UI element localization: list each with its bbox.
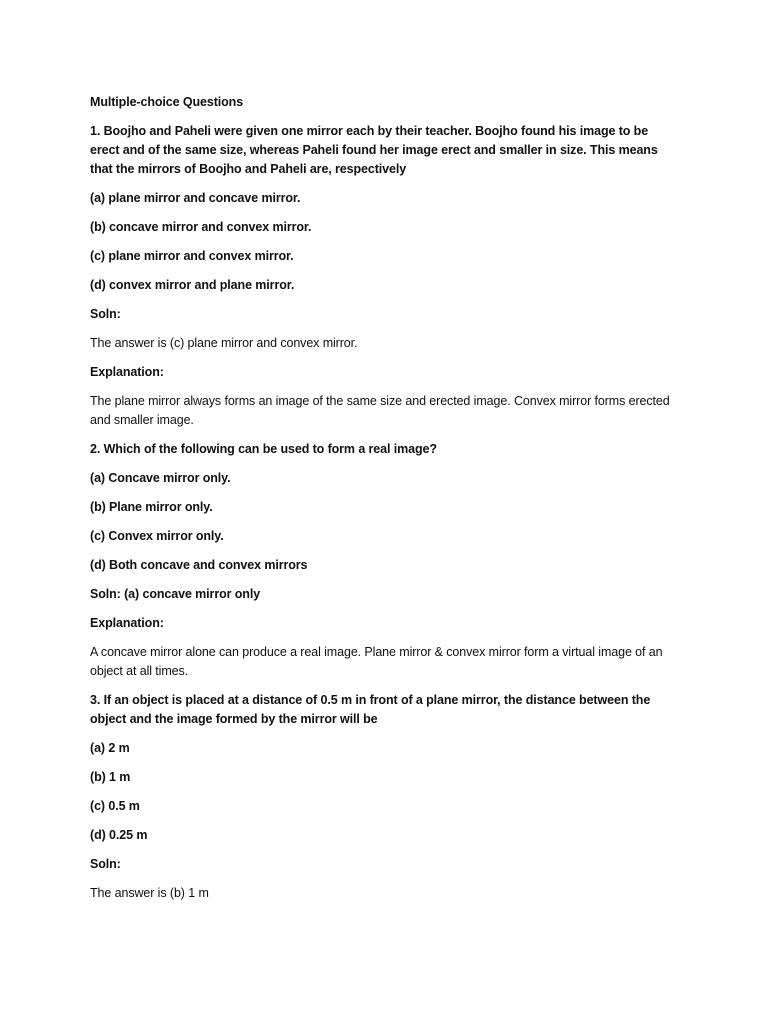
question-2-option-b: (b) Plane mirror only. [90, 500, 213, 514]
question-3-option-c: (c) 0.5 m [90, 799, 140, 813]
question-2-explanation-label: Explanation: [90, 616, 164, 630]
question-3-option-b: (b) 1 m [90, 770, 131, 784]
question-1-explanation: The plane mirror always forms an image of the same size and erected image. Convex mirror forms erected and smaller image. [90, 394, 670, 427]
question-3-answer: The answer is (b) 1 m [90, 886, 209, 900]
question-2-option-a: (a) Concave mirror only. [90, 471, 231, 485]
question-1-soln-label: Soln: [90, 307, 121, 321]
question-3-soln-label: Soln: [90, 857, 121, 871]
question-1-option-c: (c) plane mirror and convex mirror. [90, 249, 294, 263]
question-2-soln: Soln: (a) concave mirror only [90, 587, 261, 601]
question-3-option-a: (a) 2 m [90, 741, 130, 755]
question-2-option-c: (c) Convex mirror only. [90, 529, 224, 543]
question-1-explanation-label: Explanation: [90, 365, 164, 379]
section-heading: Multiple-choice Questions [90, 95, 244, 109]
question-2-text: 2. Which of the following can be used to form a real image? [90, 442, 437, 456]
question-1-option-a: (a) plane mirror and concave mirror. [90, 191, 301, 205]
question-1-option-b: (b) concave mirror and convex mirror. [90, 220, 312, 234]
question-1-text: 1. Boojho and Paheli were given one mirror each by their teacher. Boojho found his image to be erect and of the same size, whereas Paheli found her image erect and smaller in size. This means that the mirrors of Boojho and Paheli are, respectively [90, 124, 658, 176]
question-3-option-d: (d) 0.25 m [90, 828, 148, 842]
question-3-text: 3. If an object is placed at a distance of 0.5 m in front of a plane mirror, the distance between the object and the image formed by the mirror will be [90, 693, 651, 726]
question-1-answer: The answer is (c) plane mirror and convex mirror. [90, 336, 358, 350]
question-2-option-d: (d) Both concave and convex mirrors [90, 558, 308, 572]
question-2-explanation: A concave mirror alone can produce a real image. Plane mirror & convex mirror form a virtual image of an object at all times. [90, 645, 663, 678]
document-page [90, 93, 680, 913]
question-1-option-d: (d) convex mirror and plane mirror. [90, 278, 295, 292]
